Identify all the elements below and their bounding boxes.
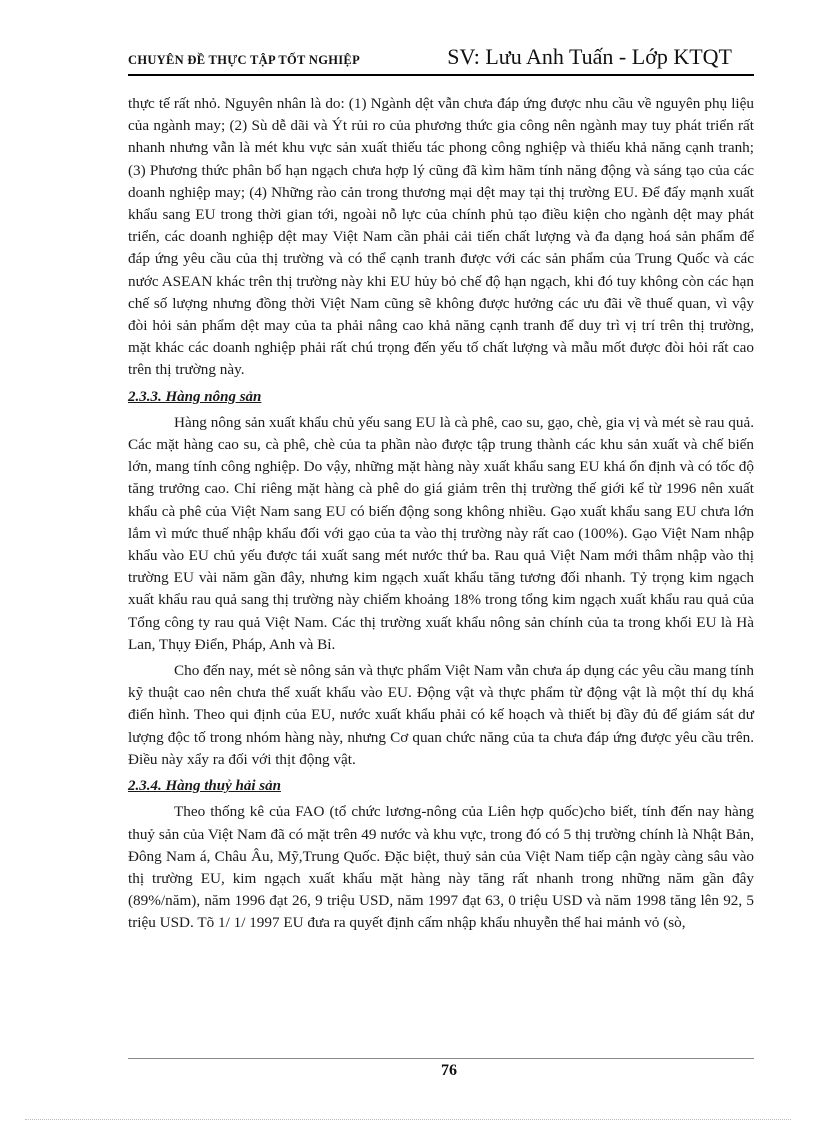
paragraph-agriculture-exports: Hàng nông sản xuất khẩu chủ yếu sang EU là cà phê, cao su, gạo, chè, gia vị và mét sè rau quả. Các mặt hàng cao su, cà phê, chè của ta phần nào được tập trung thành các khu sản xuất và chế biến lớn, mang tính công nghiệp. Do vậy, những mặt hàng này xuất khẩu sang EU khá ổn định và có tốc độ tăng trưởng cao. Chỉ riêng mặt hàng cà phê do giá giảm trên thị trường thế giới kể từ 1996 nên xuất khẩu cà phê của Việt Nam sang EU có biến động song không nhiều. Gạo xuất khẩu sang EU chưa lớn lắm vì mức thuế nhập khẩu đối với gạo của ta vào thị trường này rất cao (100%). Gạo Việt Nam nhập khẩu vào EU chủ yếu được tái xuất sang mét nước thứ ba. Rau quả Việt Nam mới thâm nhập vào thị trường EU vài năm gần đây, nhưng kim ngạch xuất khẩu tăng tương đối nhanh. Tỷ trọng kim ngạch xuất khẩu rau quả sang thị trường này chiếm khoảng 18% trong tổng kim ngạch xuất khẩu rau quả của Tổng công ty rau quả Việt Nam. Các thị trường xuất khẩu nông sản chính của ta trong khối EU là Hà Lan, Thụy Điển, Pháp, Anh và Bỉ. bbox=[128, 413, 754, 653]
paragraph-textile-exports: thực tế rất nhỏ. Nguyên nhân là do: (1) Ngành dệt vẫn chưa đáp ứng được nhu cầu về nguyên phụ liệu của ngành may; (2) Sù dễ dãi và Ýt rủi ro của phương thức gia công nên ngành may tuy phát triển rất nhanh nhưng vẫn là mét khu vực sản xuất thiếu tác phong công nghiệp và thiếu khả năng cạnh tranh; (3) Phương thức phân bổ hạn ngạch chưa hợp lý cũng đã kìm hãm tính năng động và sáng tạo của các doanh nghiệp may; (4) Những rào cản trong thương mại dệt may tại thị trường EU. Để đẩy mạnh xuất khẩu sang EU trong thời gian tới, ngoài nỗ lực của chính phủ tạo điều kiện cho ngành dệt may phát triển, các doanh nghiệp dệt may Việt Nam cần phải cải tiến chất lượng và đa dạng hoá sản phẩm để đáp ứng yêu cầu của thị trường và có thể cạnh tranh được với các sản phẩm của Trung Quốc và các nước ASEAN khác trên thị trường này khi EU hủy bỏ chế độ hạn ngạch, khi đó tuy không còn các hạn chế số lượng nhưng đồng thời Việt Nam cũng sẽ không được hưởng các ưu đãi về thuế quan, vì vậy đòi hỏi sản phẩm dệt may của ta phải nâng cao khả năng cạnh tranh để duy trì vị trí trên thị trường, mặt khác các doanh nghiệp phải rất chú trọng đến yếu tố chất lượng và mẫu mốt được đòi hỏi rất cao trên thị trường này. bbox=[128, 95, 754, 379]
section-heading-agriculture: 2.3.3. Hàng nông sản bbox=[128, 388, 262, 405]
page-header bbox=[128, 40, 754, 76]
paragraph-technical-requirements: Cho đến nay, mét sè nông sản và thực phẩm Việt Nam vẫn chưa áp dụng các yêu cầu mang tính kỹ thuật cao nên chưa thể xuất khẩu vào EU. Động vật và thực phẩm từ động vật là một thí dụ khá điển hình. Theo qui định của EU, nước xuất khẩu phải có kế hoạch và thiết bị đầy đủ để giám sát dư lượng độc tố trong nhóm hàng này, nhưng Cơ quan chức năng của ta chưa đáp ứng được yêu cầu trên. Điều này xẩy ra đối với thịt động vật. bbox=[128, 662, 754, 768]
footer-divider bbox=[128, 1058, 754, 1059]
page-body bbox=[128, 93, 754, 939]
header-author: SV: Lưu Anh Tuấn - Lớp KTQT bbox=[447, 44, 732, 69]
paragraph-seafood-exports: Theo thống kê của FAO (tổ chức lương-nông của Liên hợp quốc)cho biết, tính đến nay hàng thuỷ sản của Việt Nam đã có mặt trên 49 nước và khu vực, trong đó có 5 thị trường chính là Nhật Bản, Đông Nam á, Châu Âu, Mỹ,Trung Quốc. Đặc biệt, thuỷ sản của Việt Nam tiếp cận ngày càng sâu vào thị trường EU, kim ngạch xuất khẩu mặt hàng này tăng rất nhanh trong những năm gần đây (89%/năm), năm 1996 đạt 26, 9 triệu USD, năm 1997 đạt 63, 0 triệu USD và năm 1998 tăng lên 92, 5 triệu USD. Tõ 1/ 1/ 1997 EU đưa ra quyết định cấm nhập khẩu nhuyễn thể hai mảnh vỏ (sò, bbox=[128, 803, 754, 932]
section-heading-seafood: 2.3.4. Hàng thuỷ hải sản bbox=[128, 778, 281, 795]
page-bottom-rule bbox=[25, 1119, 791, 1120]
page-number: 76 bbox=[441, 1062, 457, 1079]
header-title: CHUYÊN ĐỀ THỰC TẬP TỐT NGHIỆP bbox=[128, 53, 361, 67]
